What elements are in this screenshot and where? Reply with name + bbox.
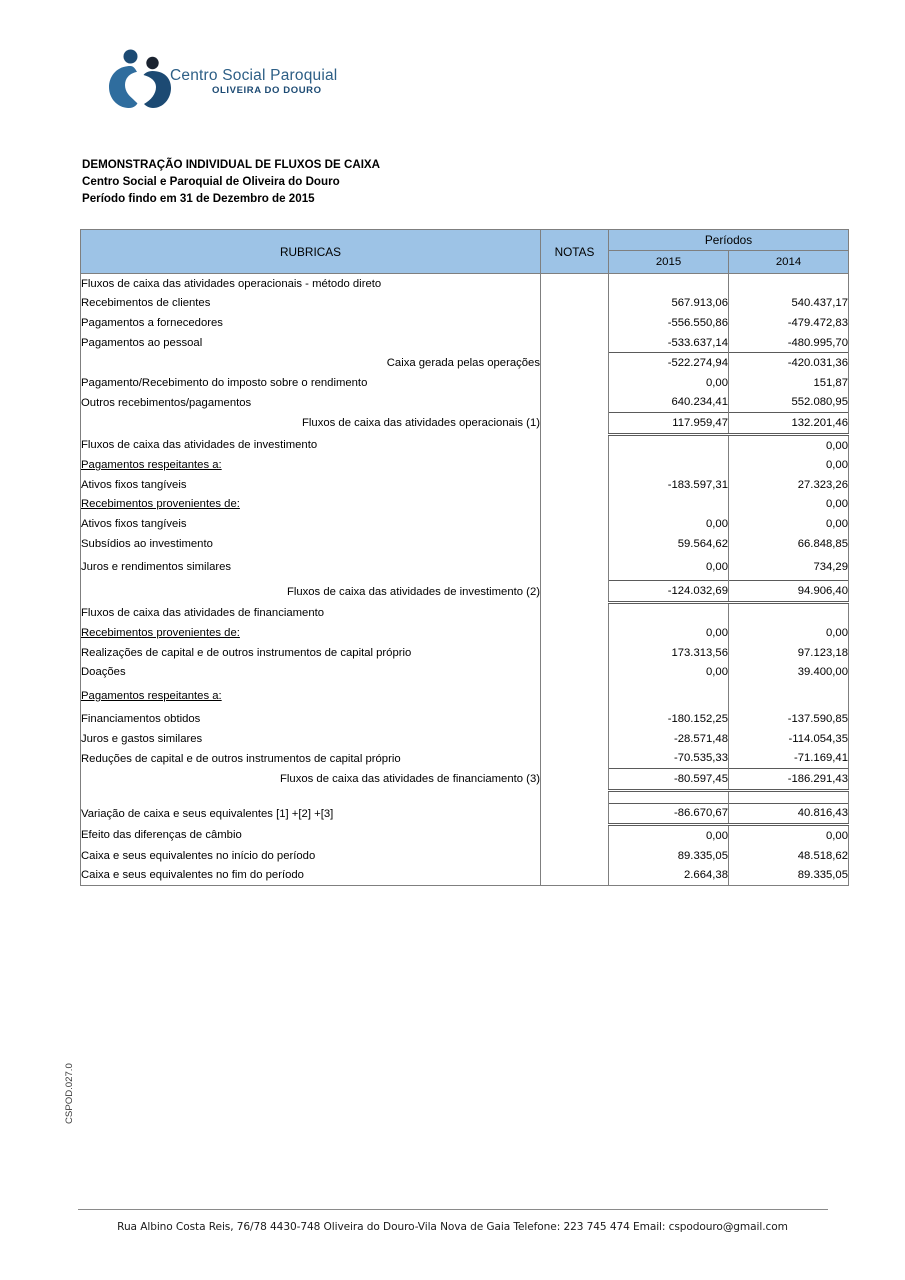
document-entity: Centro Social e Paroquial de Oliveira do Douro bbox=[82, 174, 340, 188]
table-row bbox=[81, 373, 849, 393]
row-value-2014: 66.848,85 bbox=[729, 534, 849, 554]
table-row bbox=[81, 825, 849, 846]
row-value-2014: -420.031,36 bbox=[729, 353, 849, 373]
row-label bbox=[81, 790, 541, 803]
row-value-2014: 0,00 bbox=[729, 455, 849, 475]
row-value-2015: -124.032,69 bbox=[609, 581, 729, 603]
row-notas bbox=[541, 373, 609, 393]
row-label bbox=[81, 495, 541, 515]
document-reference-code: CSPOD.027.0 bbox=[64, 1063, 75, 1124]
table-row bbox=[81, 495, 849, 515]
logo-wordmark bbox=[170, 68, 400, 96]
column-header-periodos: Períodos bbox=[609, 230, 849, 251]
row-value-2015: 640.234,41 bbox=[609, 393, 729, 413]
row-label-text: Pagamentos respeitantes a: bbox=[81, 689, 222, 702]
table-row bbox=[81, 413, 849, 435]
row-value-2014: 27.323,26 bbox=[729, 475, 849, 495]
row-value-2014 bbox=[729, 274, 849, 294]
table-row bbox=[81, 803, 849, 825]
row-value-2015: -556.550,86 bbox=[609, 313, 729, 333]
row-notas bbox=[541, 682, 609, 709]
row-label: Pagamentos ao pessoal bbox=[81, 333, 541, 353]
footer-divider bbox=[78, 1209, 828, 1210]
row-value-2014: 734,29 bbox=[729, 553, 849, 581]
row-value-2015: 117.959,47 bbox=[609, 413, 729, 435]
row-value-2015: -533.637,14 bbox=[609, 333, 729, 353]
row-value-2015: 0,00 bbox=[609, 373, 729, 393]
table-row bbox=[81, 393, 849, 413]
row-value-2014: 132.201,46 bbox=[729, 413, 849, 435]
column-header-year-2015: 2015 bbox=[609, 251, 729, 274]
row-label: Fluxos de caixa das atividades de investimento (2) bbox=[81, 581, 541, 603]
row-value-2015: 0,00 bbox=[609, 624, 729, 644]
row-value-2015: -70.535,33 bbox=[609, 748, 729, 768]
row-value-2014: -480.995,70 bbox=[729, 333, 849, 353]
row-notas bbox=[541, 709, 609, 729]
row-value-2015: 0,00 bbox=[609, 514, 729, 534]
row-value-2015: 59.564,62 bbox=[609, 534, 729, 554]
table-row bbox=[81, 846, 849, 866]
row-value-2014: -137.590,85 bbox=[729, 709, 849, 729]
row-label: Caixa e seus equivalentes no início do período bbox=[81, 846, 541, 866]
column-header-rubricas: RUBRICAS bbox=[81, 230, 541, 274]
row-value-2015: -80.597,45 bbox=[609, 769, 729, 791]
row-label bbox=[81, 624, 541, 644]
row-notas bbox=[541, 846, 609, 866]
row-value-2014: -114.054,35 bbox=[729, 729, 849, 749]
logo-mark-icon bbox=[108, 48, 174, 110]
table-row bbox=[81, 748, 849, 768]
column-header-year-2014: 2014 bbox=[729, 251, 849, 274]
row-notas bbox=[541, 514, 609, 534]
row-notas bbox=[541, 455, 609, 475]
row-label: Doações bbox=[81, 663, 541, 683]
row-value-2015: -28.571,48 bbox=[609, 729, 729, 749]
table-body bbox=[81, 274, 849, 886]
row-value-2015: -522.274,94 bbox=[609, 353, 729, 373]
row-value-2015 bbox=[609, 602, 729, 623]
row-label-text: Recebimentos provenientes de: bbox=[81, 627, 240, 640]
row-label: Outros recebimentos/pagamentos bbox=[81, 393, 541, 413]
row-value-2015 bbox=[609, 455, 729, 475]
row-label: Variação de caixa e seus equivalentes [1] +[2] +[3] bbox=[81, 803, 541, 825]
row-label: Fluxos de caixa das atividades de investimento bbox=[81, 434, 541, 455]
row-notas bbox=[541, 865, 609, 885]
row-notas bbox=[541, 534, 609, 554]
row-notas bbox=[541, 643, 609, 663]
table-row bbox=[81, 313, 849, 333]
table-row bbox=[81, 534, 849, 554]
row-label: Caixa gerada pelas operações bbox=[81, 353, 541, 373]
column-header-notas: NOTAS bbox=[541, 230, 609, 274]
row-notas bbox=[541, 825, 609, 846]
table-row bbox=[81, 434, 849, 455]
row-label: Financiamentos obtidos bbox=[81, 709, 541, 729]
row-value-2014: 39.400,00 bbox=[729, 663, 849, 683]
row-value-2015: 89.335,05 bbox=[609, 846, 729, 866]
row-label: Fluxos de caixa das atividades operacionais (1) bbox=[81, 413, 541, 435]
row-value-2014: -71.169,41 bbox=[729, 748, 849, 768]
row-label: Efeito das diferenças de câmbio bbox=[81, 825, 541, 846]
table-row bbox=[81, 865, 849, 885]
row-notas bbox=[541, 495, 609, 515]
row-value-2014: 0,00 bbox=[729, 514, 849, 534]
row-notas bbox=[541, 294, 609, 314]
row-label: Pagamentos a fornecedores bbox=[81, 313, 541, 333]
row-label-text: Pagamentos respeitantes a: bbox=[81, 459, 222, 472]
footer-contact-info: Rua Albino Costa Reis, 76/78 4430-748 Oliveira do Douro-Vila Nova de Gaia Telefone: 223 745 474 Email: cspodouro@gmail.com bbox=[117, 1221, 788, 1233]
row-value-2014: 89.335,05 bbox=[729, 865, 849, 885]
table-row bbox=[81, 624, 849, 644]
row-label: Reduções de capital e de outros instrumentos de capital próprio bbox=[81, 748, 541, 768]
row-label bbox=[81, 455, 541, 475]
row-label: Subsídios ao investimento bbox=[81, 534, 541, 554]
row-notas bbox=[541, 333, 609, 353]
cash-flow-statement-table bbox=[80, 229, 849, 886]
row-notas bbox=[541, 790, 609, 803]
table-row bbox=[81, 790, 849, 803]
row-notas bbox=[541, 434, 609, 455]
row-value-2015 bbox=[609, 274, 729, 294]
row-value-2014: 0,00 bbox=[729, 825, 849, 846]
logo-name-primary: Centro Social Paroquial bbox=[170, 67, 338, 84]
row-label: Realizações de capital e de outros instrumentos de capital próprio bbox=[81, 643, 541, 663]
row-value-2014: 48.518,62 bbox=[729, 846, 849, 866]
table-row bbox=[81, 455, 849, 475]
row-value-2014: -186.291,43 bbox=[729, 769, 849, 791]
row-value-2014 bbox=[729, 602, 849, 623]
row-value-2015: 173.313,56 bbox=[609, 643, 729, 663]
document-title: DEMONSTRAÇÃO INDIVIDUAL DE FLUXOS DE CAIXA bbox=[82, 158, 381, 171]
row-label: Fluxos de caixa das atividades operacionais - método direto bbox=[81, 274, 541, 294]
table-row bbox=[81, 729, 849, 749]
row-value-2015: -180.152,25 bbox=[609, 709, 729, 729]
row-notas bbox=[541, 353, 609, 373]
row-notas bbox=[541, 475, 609, 495]
table-row bbox=[81, 475, 849, 495]
row-notas bbox=[541, 769, 609, 791]
row-label-text: Recebimentos provenientes de: bbox=[81, 498, 240, 511]
table-row bbox=[81, 553, 849, 581]
row-label: Recebimentos de clientes bbox=[81, 294, 541, 314]
row-label: Ativos fixos tangíveis bbox=[81, 514, 541, 534]
row-value-2014: 94.906,40 bbox=[729, 581, 849, 603]
table-row bbox=[81, 581, 849, 603]
row-label bbox=[81, 682, 541, 709]
table-row bbox=[81, 602, 849, 623]
row-value-2015: 2.664,38 bbox=[609, 865, 729, 885]
row-value-2015: -86.670,67 bbox=[609, 803, 729, 825]
organization-logo bbox=[108, 48, 408, 116]
table-row bbox=[81, 353, 849, 373]
row-label: Fluxos de caixa das atividades de financiamento (3) bbox=[81, 769, 541, 791]
row-notas bbox=[541, 413, 609, 435]
row-value-2015 bbox=[609, 682, 729, 709]
row-value-2014: 151,87 bbox=[729, 373, 849, 393]
row-value-2014: 0,00 bbox=[729, 624, 849, 644]
row-value-2014: 540.437,17 bbox=[729, 294, 849, 314]
document-heading bbox=[82, 157, 682, 207]
document-period: Período findo em 31 de Dezembro de 2015 bbox=[82, 191, 315, 205]
row-value-2014 bbox=[729, 790, 849, 803]
table-row bbox=[81, 274, 849, 294]
row-value-2015: 567.913,06 bbox=[609, 294, 729, 314]
row-value-2014: 40.816,43 bbox=[729, 803, 849, 825]
row-label: Caixa e seus equivalentes no fim do período bbox=[81, 865, 541, 885]
row-notas bbox=[541, 602, 609, 623]
row-notas bbox=[541, 729, 609, 749]
row-notas bbox=[541, 393, 609, 413]
row-notas bbox=[541, 803, 609, 825]
row-notas bbox=[541, 313, 609, 333]
row-notas bbox=[541, 663, 609, 683]
logo-name-secondary: OLIVEIRA DO DOURO bbox=[212, 85, 322, 97]
table-row bbox=[81, 709, 849, 729]
row-value-2014: 552.080,95 bbox=[729, 393, 849, 413]
row-value-2014: 0,00 bbox=[729, 495, 849, 515]
row-label: Juros e gastos similares bbox=[81, 729, 541, 749]
row-value-2015: 0,00 bbox=[609, 663, 729, 683]
row-value-2014: 0,00 bbox=[729, 434, 849, 455]
row-value-2014: -479.472,83 bbox=[729, 313, 849, 333]
row-label: Pagamento/Recebimento do imposto sobre o rendimento bbox=[81, 373, 541, 393]
table-row bbox=[81, 294, 849, 314]
table-row bbox=[81, 643, 849, 663]
row-notas bbox=[541, 748, 609, 768]
row-label: Ativos fixos tangíveis bbox=[81, 475, 541, 495]
row-value-2014 bbox=[729, 682, 849, 709]
table-row bbox=[81, 682, 849, 709]
row-value-2015 bbox=[609, 495, 729, 515]
row-notas bbox=[541, 553, 609, 581]
table-row bbox=[81, 333, 849, 353]
row-label: Juros e rendimentos similares bbox=[81, 553, 541, 581]
row-value-2015: 0,00 bbox=[609, 553, 729, 581]
row-label: Fluxos de caixa das atividades de financiamento bbox=[81, 602, 541, 623]
row-value-2014: 97.123,18 bbox=[729, 643, 849, 663]
row-value-2015: -183.597,31 bbox=[609, 475, 729, 495]
row-value-2015 bbox=[609, 434, 729, 455]
row-notas bbox=[541, 581, 609, 603]
table-row bbox=[81, 769, 849, 791]
table-row bbox=[81, 514, 849, 534]
table-row bbox=[81, 663, 849, 683]
row-value-2015 bbox=[609, 790, 729, 803]
row-value-2015: 0,00 bbox=[609, 825, 729, 846]
row-notas bbox=[541, 274, 609, 294]
row-notas bbox=[541, 624, 609, 644]
